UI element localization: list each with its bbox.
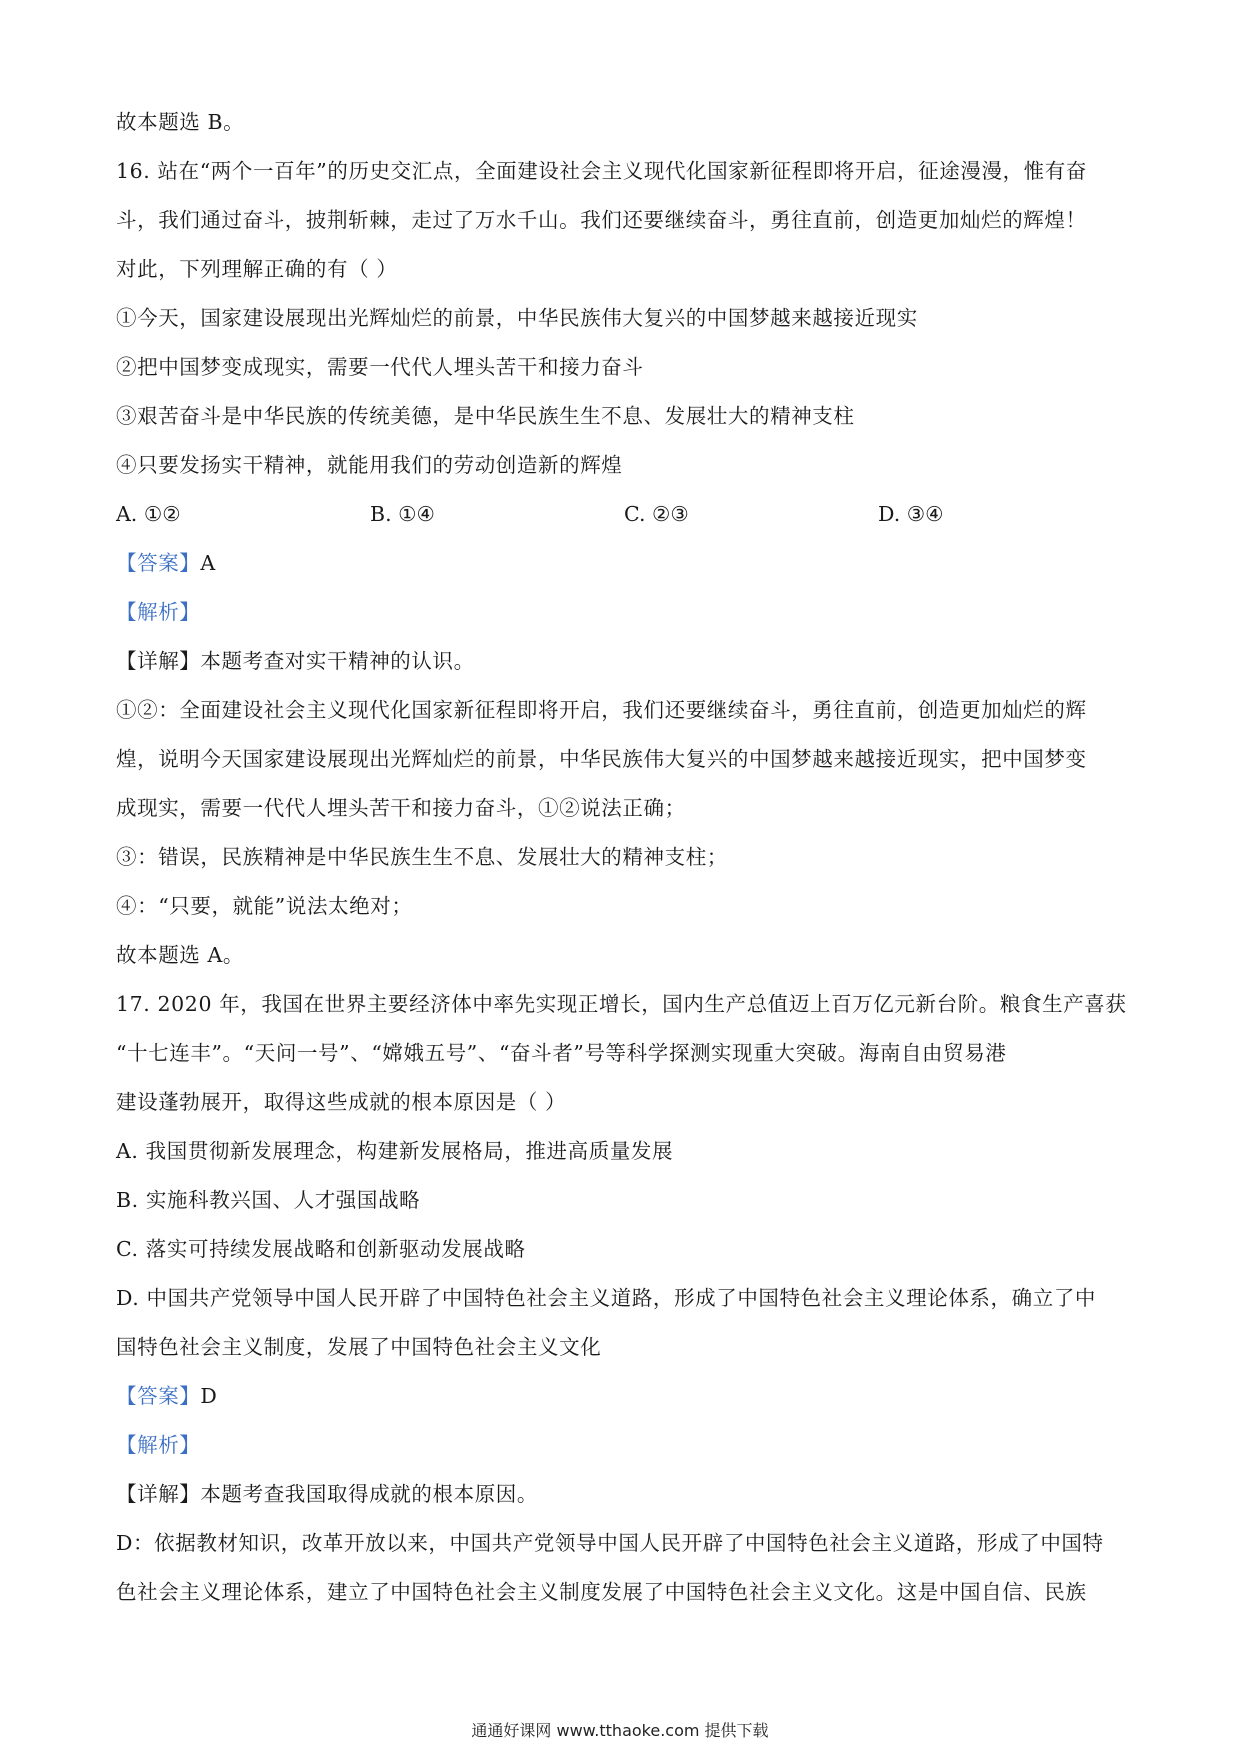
q17-stem-line-3: 建设蓬勃展开，取得这些成就的根本原因是（ ） bbox=[116, 1090, 567, 1114]
q17-option-d-line-1: D. 中国共产党领导中国人民开辟了中国特色社会主义道路，形成了中国特色社会主义理论体系，确立了中 bbox=[116, 1286, 1097, 1310]
q16-option-b: B. ①④ bbox=[370, 502, 435, 526]
q17-analysis-line bbox=[116, 1421, 1136, 1470]
q16-stem-line-2: 斗，我们通过奋斗，披荆斩棘，走过了万水千山。我们还要继续奋斗，勇往直前，创造更加灿烂的辉煌！ bbox=[116, 208, 1087, 232]
previous-answer-line: 故本题选 B。 bbox=[116, 110, 245, 134]
q17-answer-line bbox=[116, 1372, 1136, 1421]
page-footer: 通通好课网 www.tthaoke.com 提供下载 bbox=[471, 1721, 769, 1740]
q16-option-a: A. ①② bbox=[116, 502, 181, 526]
analysis-tag: 【解析】 bbox=[116, 1433, 201, 1457]
q17-option-d-line-2: 国特色社会主义制度，发展了中国特色社会主义文化 bbox=[116, 1335, 602, 1359]
document-page bbox=[116, 98, 1136, 1617]
detail-tag: 【详解】 bbox=[116, 1482, 201, 1506]
q17-option-c: C. 落实可持续发展战略和创新驱动发展战略 bbox=[116, 1237, 526, 1261]
q16-option-d: D. ③④ bbox=[878, 502, 944, 526]
q17-detail: 本题考查我国取得成就的根本原因。 bbox=[200, 1482, 539, 1506]
q16-item-1: ①今天，国家建设展现出光辉灿烂的前景，中华民族伟大复兴的中国梦越来越接近现实 bbox=[116, 306, 918, 330]
q16-explanation-5: ④：“只要，就能”说法太绝对； bbox=[116, 894, 413, 918]
analysis-tag: 【解析】 bbox=[116, 600, 201, 624]
q16-answer: A bbox=[200, 551, 216, 575]
q16-item-2: ②把中国梦变成现实，需要一代代人埋头苦干和接力奋斗 bbox=[116, 355, 644, 379]
answer-tag: 【答案】 bbox=[116, 551, 201, 575]
q16-explanation-6: 故本题选 A。 bbox=[116, 943, 245, 967]
q17-answer: D bbox=[200, 1384, 218, 1408]
q16-options bbox=[116, 490, 1136, 539]
q16-explanation-3: 成现实，需要一代代人埋头苦干和接力奋斗，①②说法正确； bbox=[116, 796, 686, 820]
q16-explanation-1: ①②：全面建设社会主义现代化国家新征程即将开启，我们还要继续奋斗，勇往直前，创造更加灿烂的辉 bbox=[116, 698, 1087, 722]
q16-detail-line bbox=[116, 637, 1136, 686]
q17-stem-line-2: “十七连丰”。“天问一号”、“嫦娥五号”、“奋斗者”号等科学探测实现重大突破。海南自由贸易港 bbox=[116, 1041, 1007, 1065]
q16-explanation-2: 煌，说明今天国家建设展现出光辉灿烂的前景，中华民族伟大复兴的中国梦越来越接近现实，把中国梦变 bbox=[116, 747, 1087, 771]
q17-explanation-1: D：依据教材知识，改革开放以来，中国共产党领导中国人民开辟了中国特色社会主义道路，形成了中国特 bbox=[116, 1531, 1104, 1555]
q16-option-c: C. ②③ bbox=[624, 502, 689, 526]
q16-item-3: ③艰苦奋斗是中华民族的传统美德，是中华民族生生不息、发展壮大的精神支柱 bbox=[116, 404, 855, 428]
q17-detail-line bbox=[116, 1470, 1136, 1519]
q16-analysis-line bbox=[116, 588, 1136, 637]
q17-option-a: A. 我国贯彻新发展理念，构建新发展格局，推进高质量发展 bbox=[116, 1139, 674, 1163]
q17-explanation-2: 色社会主义理论体系，建立了中国特色社会主义制度发展了中国特色社会主义文化。这是中国自信、民族 bbox=[116, 1580, 1087, 1604]
q16-answer-line bbox=[116, 539, 1136, 588]
answer-tag: 【答案】 bbox=[116, 1384, 201, 1408]
q17-stem-line-1: 17. 2020 年，我国在世界主要经济体中率先实现正增长，国内生产总值迈上百万亿元新台阶。粮食生产喜获 bbox=[116, 992, 1127, 1016]
q16-detail: 本题考查对实干精神的认识。 bbox=[200, 649, 475, 673]
q16-item-4: ④只要发扬实干精神，就能用我们的劳动创造新的辉煌 bbox=[116, 453, 623, 477]
q16-stem-line-1: 16. 站在“两个一百年”的历史交汇点，全面建设社会主义现代化国家新征程即将开启，征途漫漫，惟有奋 bbox=[116, 159, 1087, 183]
q16-stem-line-3: 对此，下列理解正确的有（ ） bbox=[116, 257, 398, 281]
q17-option-b: B. 实施科教兴国、人才强国战略 bbox=[116, 1188, 421, 1212]
detail-tag: 【详解】 bbox=[116, 649, 201, 673]
q16-explanation-4: ③：错误，民族精神是中华民族生生不息、发展壮大的精神支柱； bbox=[116, 845, 728, 869]
